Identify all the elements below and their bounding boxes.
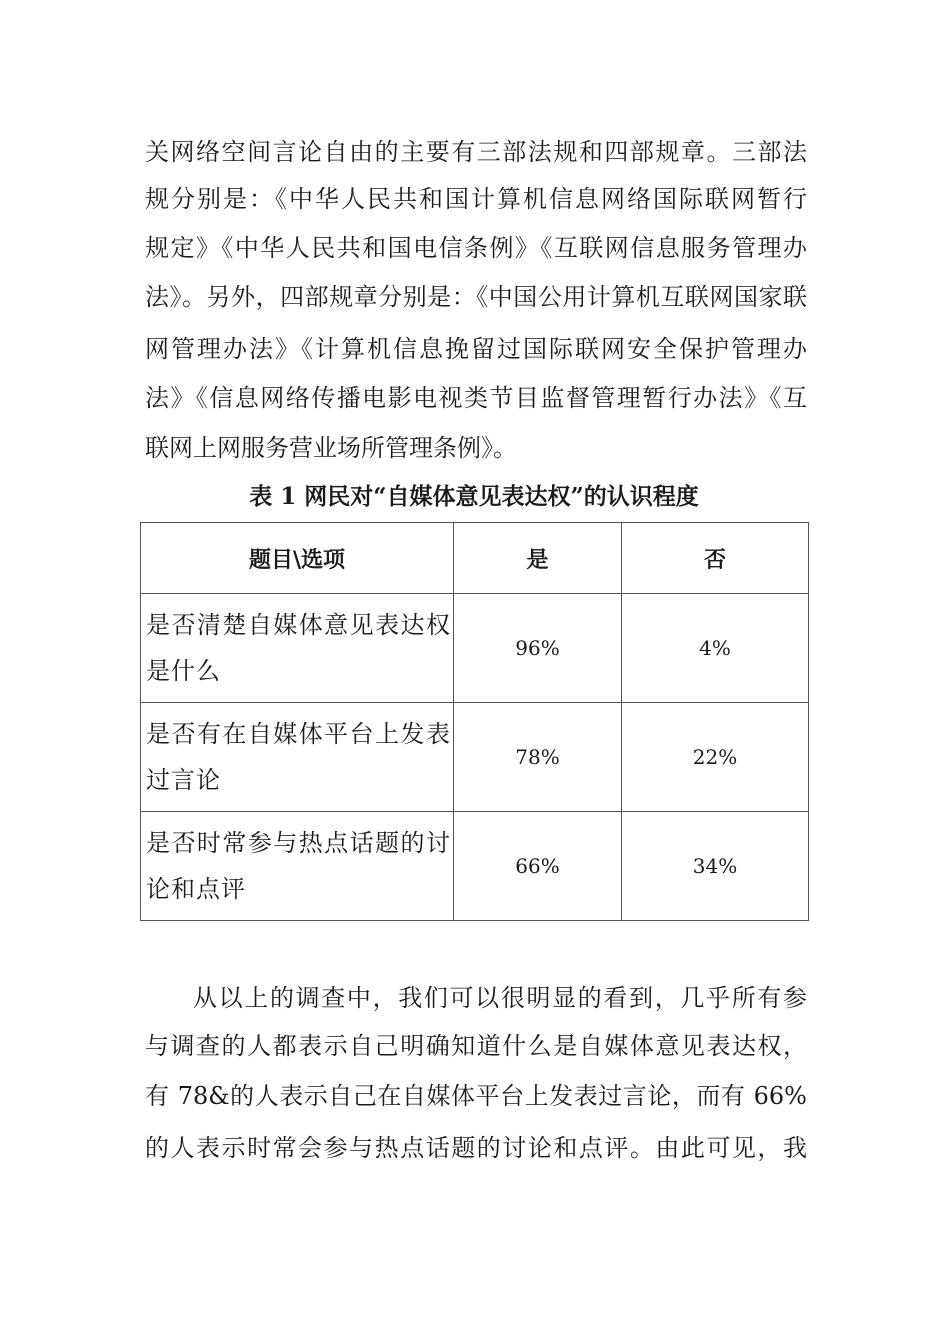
paragraph-line: 法》《信息网络传播电影电视类节目监督管理暂行办法》《互 <box>145 384 807 412</box>
yes-percent-cell: 78% <box>454 703 622 812</box>
yes-percent-cell: 96% <box>454 594 622 703</box>
paragraph-line: 规分别是：《中华人民共和国计算机信息网络国际联网暂行 <box>145 185 807 213</box>
paragraph-line: 的人表示时常会参与热点话题的讨论和点评。由此可见，我 <box>145 1134 807 1162</box>
no-percent-cell: 4% <box>622 594 809 703</box>
question-cell: 是否清楚自媒体意见表达权是什么 <box>141 594 454 703</box>
paragraph-line: 与调查的人都表示自己明确知道什么是自媒体意见表达权， <box>145 1032 807 1060</box>
table-header-row <box>141 523 809 594</box>
paragraph-line: 法》。另外，四部规章分别是：《中国公用计算机互联网国家联 <box>145 283 807 311</box>
paragraph-line: 联网上网服务营业场所管理条例》。 <box>145 434 517 462</box>
yes-percent-cell: 66% <box>454 812 622 921</box>
table-row <box>141 703 809 812</box>
paragraph-line: 规定》《中华人民共和国电信条例》《互联网信息服务管理办 <box>145 234 807 262</box>
question-cell: 是否有在自媒体平台上发表过言论 <box>141 703 454 812</box>
table-caption: 表 1 网民对“自媒体意见表达权”的认识程度 <box>249 483 699 510</box>
table-row <box>141 594 809 703</box>
paragraph-line: 有 78&的人表示自己在自媒体平台上发表过言论，而有 66% <box>145 1082 807 1110</box>
survey-table <box>140 522 809 921</box>
table-row <box>141 812 809 921</box>
no-percent-cell: 22% <box>622 703 809 812</box>
column-header-yes: 是 <box>454 523 622 594</box>
column-header-question: 题目\选项 <box>141 523 454 594</box>
column-header-no: 否 <box>622 523 809 594</box>
no-percent-cell: 34% <box>622 812 809 921</box>
paragraph-line: 网管理办法》《计算机信息挽留过国际联网安全保护管理办 <box>145 335 807 363</box>
paragraph-line: 从以上的调查中，我们可以很明显的看到，几乎所有参 <box>193 984 807 1012</box>
question-cell: 是否时常参与热点话题的讨论和点评 <box>141 812 454 921</box>
paragraph-line: 关网络空间言论自由的主要有三部法规和四部规章。三部法 <box>145 138 807 166</box>
